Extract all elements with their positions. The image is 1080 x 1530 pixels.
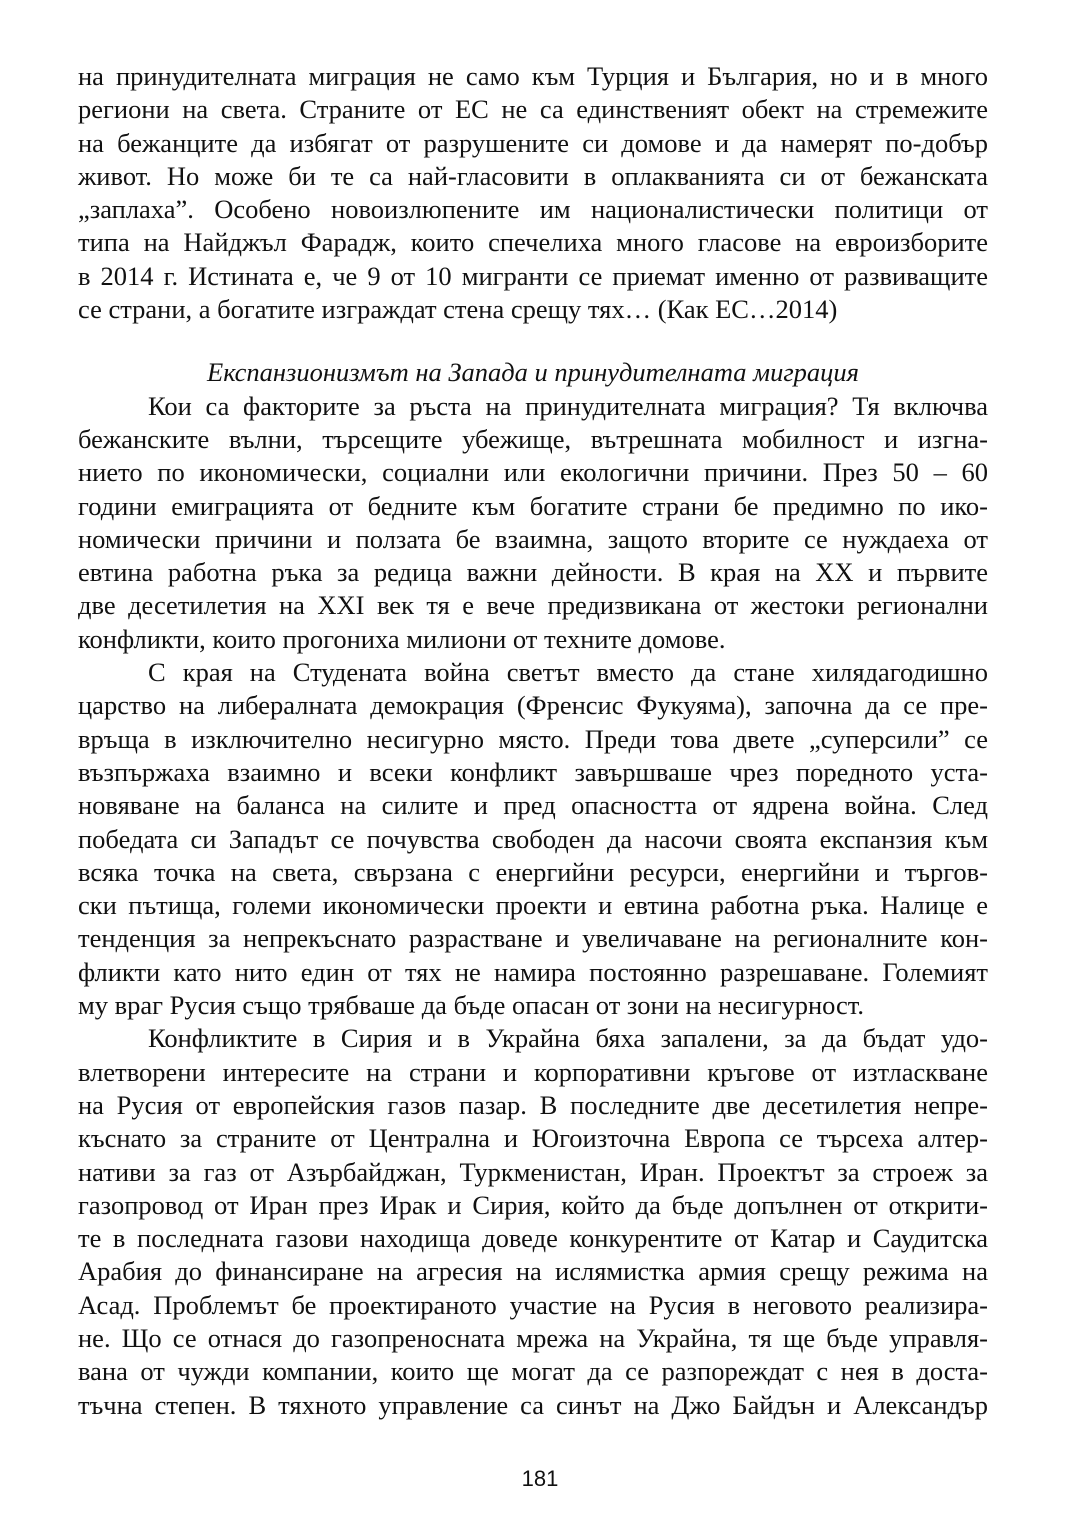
text-line: връща в изключително несигурно място. Преди това двете „суперсили” се — [78, 723, 988, 754]
text-line: конфликти, които прогониха милиони от техните домове. — [78, 623, 726, 654]
text-line: ски пътища, големи икономически проекти и евтина работна ръка. Налице е — [78, 890, 988, 921]
text-line: газопровод от Иран през Ирак и Сирия, който да бъде допълнен от открити- — [78, 1189, 988, 1220]
text-line: не. Що се отнася до газопреносната мрежа на Украйна, тя ще бъде управля- — [78, 1322, 988, 1353]
text-line: фликти като нито един от тях не намира постоянно разрешаване. Големият — [78, 956, 988, 987]
text-line: евтина работна ръка за редица важни дейности. В края на XX и първите — [78, 557, 988, 588]
text-line: Конфликтите в Сирия и в Украйна бяха запалени, за да бъдат удо- — [148, 1023, 988, 1054]
text-line: царство на либералната демокрация (Френсис Фукуяма), започна да се пре- — [78, 690, 988, 721]
text-line: на принудителната миграция не само към Турция и България, но и в много — [78, 61, 988, 91]
text-line: С края на Студената война светът вместо да стане хилядагодишно — [148, 657, 988, 688]
text-line: региони на света. Страните от ЕС не са единственият обект на стремежите — [78, 94, 988, 125]
page-number: 181 — [521, 1466, 559, 1491]
text-line: бежанските вълни, търсещите убежище, вътрешната мобилност и изгна- — [78, 423, 988, 454]
paragraph-cold-war — [78, 656, 988, 1022]
section-heading: Експанзионизмът на Запада и принудителната миграция — [207, 357, 859, 388]
paragraph-intro-continuation — [78, 60, 988, 326]
text-line: типа на Найджъл Фарадж, които спечелиха много гласове на евроизборите — [78, 227, 988, 258]
text-line: се страни, а богатите изграждат стена срещу тях… (Как ЕС…2014) — [78, 294, 838, 325]
text-line: тъчна степен. В тяхното управление са синът на Джо Байдън и Александър — [78, 1389, 988, 1420]
text-line: нието по икономически, социални или екологични причини. През 50 – 60 — [78, 457, 988, 488]
text-line: номически причини и ползата бе взаимна, защото вторите се нуждаеха от — [78, 523, 988, 554]
text-line: възпържаха взаимно и всеки конфликт завършваше чрез поредното уста- — [78, 756, 988, 787]
text-line: те в последната газови находища доведе конкурентите от Катар и Саудитска — [78, 1223, 988, 1254]
text-line: нативи за газ от Азърбайджан, Туркменистан, Иран. Проектът за строеж за — [78, 1156, 988, 1187]
text-line: Кои са факторите за ръста на принудителната миграция? Тя включва — [148, 390, 988, 421]
text-line: новяване на баланса на силите и пред опасността от ядрена война. След — [78, 790, 988, 821]
text-line: на бежанците да избягат от разрушените си домове и да намерят по-добър — [78, 127, 988, 158]
page-body — [78, 60, 988, 1422]
text-line: живот. Но може би те са най-гласовити в оплакванията си от бежанската — [78, 160, 988, 191]
paragraph-factors — [78, 390, 988, 656]
text-line: победата си Западът се почувства свободен да насочи своята експанзия към — [78, 823, 988, 854]
text-line: къснато за страните от Централна и Югоизточна Европа се търсеха алтер- — [78, 1123, 988, 1154]
text-line: на Русия от европейския газов пазар. В последните две десетилетия непре- — [78, 1089, 988, 1120]
text-line: „заплаха”. Особено новоизлюпените им националистически политици от — [78, 194, 988, 225]
text-line: влетворени интересите на страни и корпоративни кръгове от изтласкване — [78, 1056, 988, 1087]
text-line: тенденция за непрекъснато разрастване и увеличаване на регионалните кон- — [78, 923, 988, 954]
text-line: години емиграцията от бедните към богатите страни бе предимно по ико- — [78, 490, 988, 521]
text-line: всяка точка на света, свързана с енергийни ресурси, енергийни и търгов- — [78, 856, 988, 887]
text-line: две десетилетия на XXI век тя е вече предизвикана от жестоки регионални — [78, 590, 988, 621]
text-line: Арабия до финансиране на агресия на ислямистка армия срещу режима на — [78, 1256, 988, 1287]
text-line: в 2014 г. Истината е, че 9 от 10 мигранти се приемат именно от развиващите — [78, 260, 988, 291]
text-line: вана от чужди компании, които ще могат да се разпореждат с нея в доста- — [78, 1356, 988, 1387]
text-line: му враг Русия също трябваше да бъде опасан от зони на несигурност. — [78, 990, 865, 1021]
text-line: Асад. Проблемът бе проектираното участие на Русия в неговото реализира- — [78, 1289, 988, 1320]
paragraph-syria-ukraine — [78, 1022, 988, 1422]
